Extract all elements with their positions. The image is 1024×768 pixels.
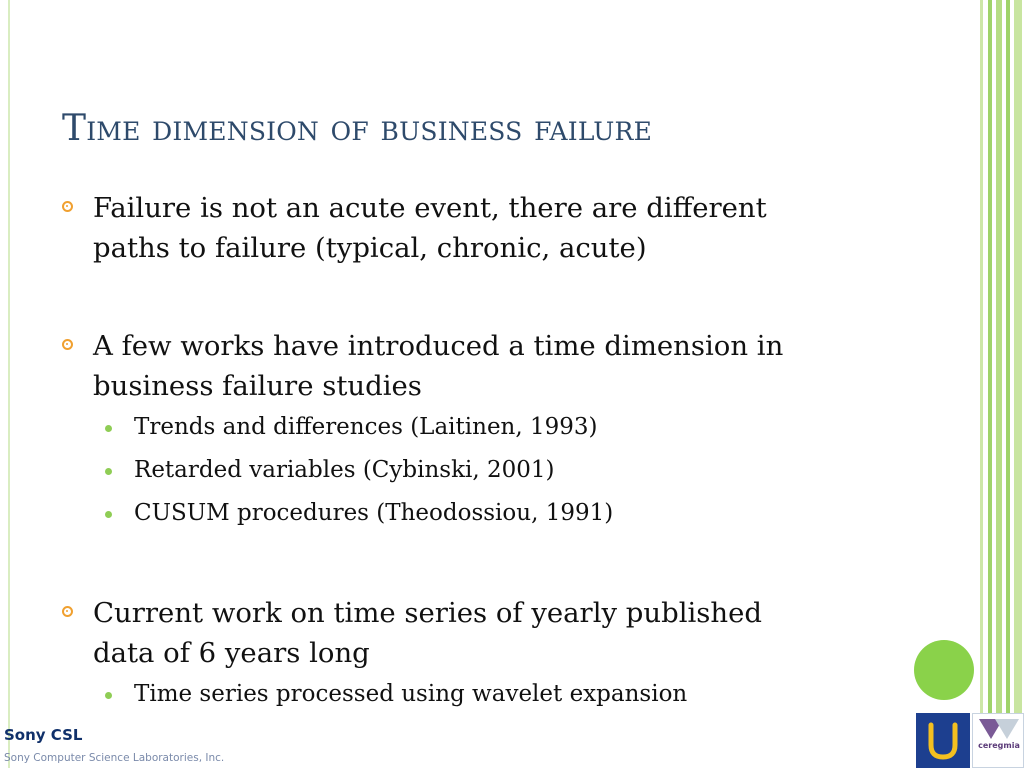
ceregmia-logo-text: ceregmia xyxy=(978,741,1020,750)
sony-csl-subtitle: Sony Computer Science Laboratories, Inc. xyxy=(4,752,225,764)
stripe xyxy=(988,0,992,768)
bullet-item xyxy=(62,593,902,673)
green-dot-bullet-icon xyxy=(105,692,112,699)
bullet-line: A few works have introduced a time dimension in xyxy=(93,330,784,362)
green-dot-bullet-icon xyxy=(105,511,112,518)
ceregmia-logo-graphic xyxy=(973,714,1024,744)
ceregmia-logo-icon xyxy=(972,713,1024,768)
green-dot-bullet-icon xyxy=(105,425,112,432)
green-circle-icon xyxy=(914,640,974,700)
orange-ring-bullet-icon xyxy=(62,339,73,350)
sub-bullet-text: CUSUM procedures (Theodossiou, 1991) xyxy=(134,500,614,526)
slide-title: Time dimension of business failure xyxy=(62,108,653,149)
left-border-line xyxy=(8,0,10,768)
bullet-line: business failure studies xyxy=(93,370,422,402)
sub-bullet-text: Time series processed using wavelet expansion xyxy=(134,681,688,707)
sub-bullet-item xyxy=(62,492,902,535)
u-logo-icon xyxy=(916,713,970,768)
u-logo-graphic xyxy=(916,713,970,768)
stripe xyxy=(980,0,983,768)
sony-csl-logo: Sony CSL xyxy=(4,726,83,744)
stripe xyxy=(1006,0,1010,768)
bullet-line: data of 6 years long xyxy=(93,637,370,669)
bullet-item xyxy=(62,326,902,406)
green-dot-bullet-icon xyxy=(105,468,112,475)
sub-bullet-item xyxy=(62,673,902,716)
sub-bullet-text: Trends and differences (Laitinen, 1993) xyxy=(134,414,598,440)
bullet-line: Current work on time series of yearly published xyxy=(93,597,762,629)
orange-ring-bullet-icon xyxy=(62,201,73,212)
bullet-item xyxy=(62,188,902,268)
sub-bullet-text: Retarded variables (Cybinski, 2001) xyxy=(134,457,555,483)
spacer xyxy=(62,535,902,593)
orange-ring-bullet-icon xyxy=(62,606,73,617)
right-border-stripes xyxy=(980,0,1024,768)
slide-content xyxy=(62,188,902,716)
spacer xyxy=(62,268,902,326)
stripe xyxy=(996,0,1002,768)
stripe xyxy=(1014,0,1022,768)
bullet-line: paths to failure (typical, chronic, acute) xyxy=(93,232,647,264)
sub-bullet-item xyxy=(62,449,902,492)
bullet-line: Failure is not an acute event, there are different xyxy=(93,192,767,224)
sub-bullet-item xyxy=(62,406,902,449)
